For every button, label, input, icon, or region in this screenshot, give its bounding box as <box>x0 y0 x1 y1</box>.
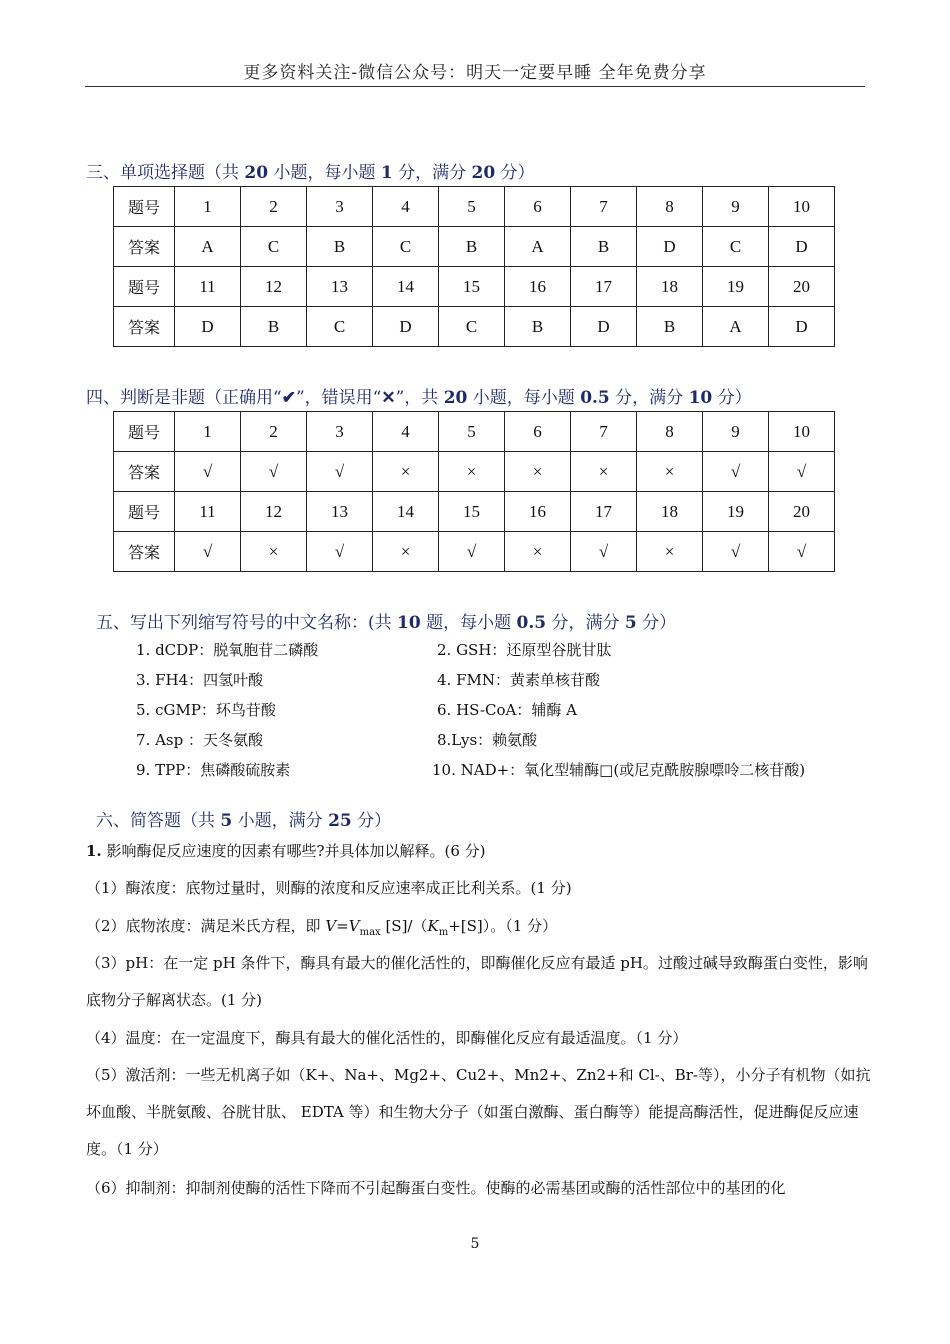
table-cell: 5 <box>439 187 505 227</box>
abbr-item: 5. cGMP：环鸟苷酸 <box>136 701 276 719</box>
table-cell: C <box>703 227 769 267</box>
answer-para-6: （6）抑制剂：抑制剂使酶的活性下降而不引起酶蛋白变性。使酶的必需基团或酶的活性部位中的基团的化 <box>86 1179 786 1197</box>
abbr-item: 1. dCDP：脱氧胞苷二磷酸 <box>136 641 319 659</box>
table-cell: 6 <box>505 187 571 227</box>
table-cell: D <box>373 307 439 347</box>
table-cell: × <box>571 452 637 492</box>
table-cell: 7 <box>571 412 637 452</box>
table-cell: D <box>571 307 637 347</box>
table-cell: 16 <box>505 492 571 532</box>
table-cell: C <box>439 307 505 347</box>
abbr-item: 10. NAD+：氧化型辅酶□(或尼克酰胺腺嘌呤二核苷酸) <box>432 761 806 779</box>
abbr-item: 4. FMN：黄素单核苷酸 <box>437 671 600 689</box>
table-row <box>114 187 835 227</box>
table-row <box>114 227 835 267</box>
table-cell: √ <box>703 532 769 572</box>
table-cell: 20 <box>769 267 835 307</box>
table-cell: B <box>505 307 571 347</box>
table-cell: 8 <box>637 412 703 452</box>
abbr-item: 2. GSH：还原型谷胱甘肽 <box>437 641 612 659</box>
table-cell: C <box>307 307 373 347</box>
section3-title: 三、单项选择题（共 20 小题，每小题 1 分，满分 20 分） <box>86 163 535 183</box>
table-cell: 3 <box>307 187 373 227</box>
table-cell: × <box>373 452 439 492</box>
table-cell: 15 <box>439 492 505 532</box>
answer-para-2: （2）底物浓度：满足米氏方程，即 $V=V_{max}$ $[S]/(K_m+[S])$。（1 分） <box>86 917 558 938</box>
table-cell: B <box>307 227 373 267</box>
table-cell: 1 <box>175 187 241 227</box>
table-row <box>114 307 835 347</box>
table-cell: A <box>175 227 241 267</box>
page-header: 更多资料关注-微信公众号：明天一定要早睡 全年免费分享 <box>85 58 865 87</box>
table-cell: D <box>769 307 835 347</box>
table-row <box>114 267 835 307</box>
table-cell: D <box>769 227 835 267</box>
table-cell: A <box>505 227 571 267</box>
table-cell: 9 <box>703 187 769 227</box>
answer-para-3: （3）pH：在一定 pH 条件下，酶具有最大的催化活性的，即酶催化反应有最适 pH。过酸过碱导致酶蛋白变性，影响底物分子解离状态。(1 分) <box>86 954 868 1009</box>
abbr-item: 7. Asp ：天冬氨酸 <box>136 731 263 749</box>
table-cell: 14 <box>373 267 439 307</box>
table-cell: 15 <box>439 267 505 307</box>
table-cell: B <box>637 307 703 347</box>
row-label: 答案 <box>114 227 175 267</box>
table-cell: 11 <box>175 267 241 307</box>
question-1: 1. 影响酶促反应速度的因素有哪些?并具体加以解释。(6 分) <box>86 842 486 860</box>
table-cell: √ <box>769 452 835 492</box>
check-icon: ✔ <box>281 388 296 408</box>
section3-answer-table <box>113 186 835 347</box>
abbr-item: 8.Lys：赖氨酸 <box>437 731 538 749</box>
table-cell: A <box>703 307 769 347</box>
page-number: 5 <box>470 1236 480 1252</box>
section6-title: 六、简答题（共 5 小题，满分 25 分） <box>96 811 392 831</box>
table-cell: B <box>439 227 505 267</box>
table-cell: √ <box>241 452 307 492</box>
table-cell: × <box>637 532 703 572</box>
table-cell: 18 <box>637 267 703 307</box>
table-cell: 8 <box>637 187 703 227</box>
table-cell: 20 <box>769 492 835 532</box>
table-cell: 17 <box>571 267 637 307</box>
table-row <box>114 412 835 452</box>
table-cell: 11 <box>175 492 241 532</box>
table-cell: 13 <box>307 267 373 307</box>
table-cell: × <box>505 532 571 572</box>
answer-para-4: （4）温度：在一定温度下，酶具有最大的催化活性的，即酶催化反应有最适温度。（1 分） <box>86 1029 688 1047</box>
table-cell: 9 <box>703 412 769 452</box>
table-cell: 12 <box>241 492 307 532</box>
table-cell: 4 <box>373 412 439 452</box>
table-cell: C <box>373 227 439 267</box>
table-cell: 1 <box>175 412 241 452</box>
table-cell: √ <box>769 532 835 572</box>
row-label: 答案 <box>114 452 175 492</box>
answer-para-1: （1）酶浓度：底物过量时，则酶的浓度和反应速率成正比利关系。(1 分) <box>86 879 572 897</box>
section5-title: 五、写出下列缩写符号的中文名称：(共 10 题，每小题 0.5 分，满分 5 分） <box>96 613 677 633</box>
table-cell: B <box>571 227 637 267</box>
table-cell: √ <box>175 452 241 492</box>
table-cell: 12 <box>241 267 307 307</box>
table-cell: 3 <box>307 412 373 452</box>
table-cell: 19 <box>703 267 769 307</box>
table-cell: 14 <box>373 492 439 532</box>
table-row <box>114 532 835 572</box>
table-cell: B <box>241 307 307 347</box>
table-cell: 17 <box>571 492 637 532</box>
section4-answer-table <box>113 411 835 572</box>
row-label: 题号 <box>114 267 175 307</box>
table-cell: √ <box>571 532 637 572</box>
row-label: 题号 <box>114 492 175 532</box>
table-cell: 19 <box>703 492 769 532</box>
table-cell: 18 <box>637 492 703 532</box>
table-cell: × <box>439 452 505 492</box>
table-cell: 16 <box>505 267 571 307</box>
table-cell: × <box>637 452 703 492</box>
table-cell: √ <box>307 532 373 572</box>
table-cell: D <box>175 307 241 347</box>
abbr-item: 3. FH4：四氢叶酸 <box>136 671 264 689</box>
table-cell: √ <box>703 452 769 492</box>
table-cell: × <box>373 532 439 572</box>
cross-icon: ✕ <box>381 388 396 408</box>
table-row <box>114 492 835 532</box>
table-cell: 6 <box>505 412 571 452</box>
table-cell: √ <box>307 452 373 492</box>
answer-para-5: （5）激活剂：一些无机离子如（K+、Na+、Mg2+、Cu2+、Mn2+、Zn2+和 Cl-、Br-等），小分子有机物（如抗坏血酸、半胱氨酸、谷胱甘肽、 EDTA 等）和生物大分子（如蛋白激酶、蛋白酶等）能提高酶活性，促进酶促反应速度。（1 分） <box>86 1066 871 1158</box>
abbr-item: 9. TPP：焦磷酸硫胺素 <box>136 761 291 779</box>
table-cell: 2 <box>241 412 307 452</box>
row-label: 答案 <box>114 307 175 347</box>
row-label: 题号 <box>114 412 175 452</box>
table-cell: 2 <box>241 187 307 227</box>
table-cell: √ <box>439 532 505 572</box>
table-cell: C <box>241 227 307 267</box>
table-cell: D <box>637 227 703 267</box>
table-cell: × <box>505 452 571 492</box>
abbr-item: 6. HS-CoA：辅酶 A <box>437 701 577 719</box>
table-cell: 10 <box>769 187 835 227</box>
table-cell: 7 <box>571 187 637 227</box>
row-label: 题号 <box>114 187 175 227</box>
table-cell: × <box>241 532 307 572</box>
table-cell: √ <box>175 532 241 572</box>
table-row <box>114 452 835 492</box>
table-cell: 13 <box>307 492 373 532</box>
section4-title: 四、判断是非题（正确用“✔”，错误用“✕”，共 20 小题，每小题 0.5 分，满分 10 分） <box>86 388 752 408</box>
row-label: 答案 <box>114 532 175 572</box>
table-cell: 4 <box>373 187 439 227</box>
table-cell: 5 <box>439 412 505 452</box>
table-cell: 10 <box>769 412 835 452</box>
